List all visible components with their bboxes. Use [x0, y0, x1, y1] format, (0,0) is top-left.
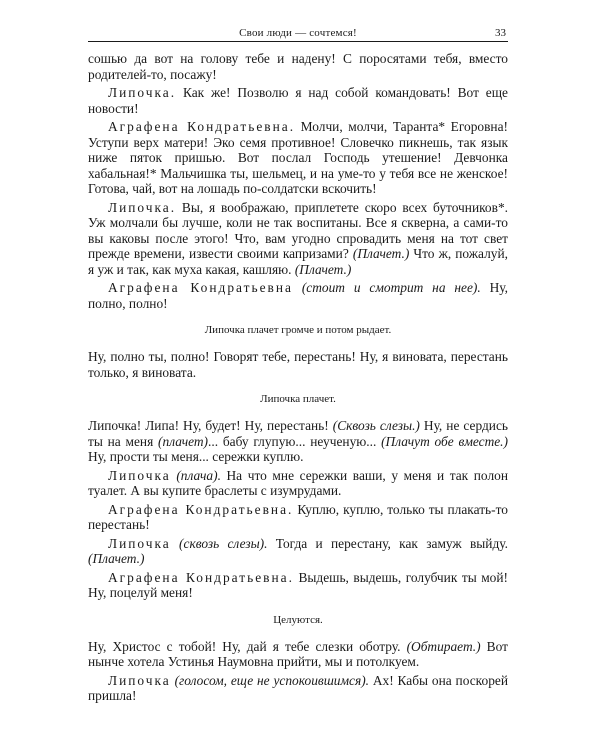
remark: (плача).	[170, 467, 221, 483]
text-run: ... бабу глупую... неученую...	[208, 433, 382, 449]
text-paragraph	[88, 51, 508, 82]
text-run: Ах! Кабы она поскорей пришла!	[88, 672, 508, 703]
running-title: Свои люди — сочтемся!	[239, 27, 357, 39]
remark: (стоит и смотрит на нее).	[292, 280, 481, 295]
text-run: сошью да вот на голову тебе и надену! С поросятами тебя, вместо родителей-то, посажу!	[88, 51, 508, 82]
text-run: Ну, полно ты, полно! Говорят тебе, перестань! Ну, я виновата, перестань только, я виновата.	[88, 349, 508, 380]
remark: (Плачет.)	[88, 551, 145, 566]
remark: (Сквозь слезы.)	[332, 418, 420, 433]
stage-direction	[88, 323, 508, 337]
speaker-name: Липочка.	[108, 199, 177, 215]
text-run: Вы, я воображаю, приплетете скоро всех буточников*. Уж молчали бы лучше, коли не так воспитаны. Все я скверна, а сами-то вы каковы после этого! Что, вам угодно спровадить меня на тот свет прежде времени, извести своими капризами?	[88, 199, 508, 261]
speaker-name: Аграфена Кондратьевна.	[108, 119, 296, 134]
stage-direction	[88, 392, 508, 406]
speaker-name: Липочка	[108, 672, 171, 688]
text-run: Как же! Позволю я над собой командовать! Вот еще новости!	[88, 85, 508, 116]
text-paragraph	[88, 536, 508, 567]
text-run: Куплю, куплю, только ты плакать-то перестань!	[88, 501, 508, 532]
text-run: Целуются.	[273, 613, 323, 626]
text-run: Вот нынче хотела Устинья Наумовна прийти, мы и потолкуем.	[88, 638, 508, 669]
book-page	[88, 27, 508, 707]
speaker-name: Аграфена Кондратьевна.	[108, 501, 294, 517]
text-run: Ну, прости ты меня... сережки куплю.	[88, 449, 304, 464]
text-paragraph	[88, 280, 508, 311]
speaker-name: Аграфена Кондратьевна	[108, 280, 293, 295]
text-paragraph	[88, 570, 508, 601]
text-paragraph	[88, 418, 508, 465]
remark: (Плачет.)	[294, 261, 352, 277]
text-run: Липочка плачет громче и потом рыдает.	[204, 324, 392, 336]
text-run: Тогда и перестану, как замуж выйду.	[267, 535, 508, 551]
remark: (Плачут обе вместе.)	[381, 433, 508, 449]
text-run: На что мне сережки ваши, у меня и так полон туалет. А вы купите браслеты с изумрудами.	[88, 467, 508, 498]
speaker-name: Липочка.	[108, 85, 177, 100]
text-run: Ну, Христос с тобой! Ну, дай я тебе слезки оботру.	[88, 638, 407, 654]
text-paragraph	[88, 673, 508, 704]
text-run: Ну, не сердись ты на меня	[88, 418, 508, 449]
text-paragraph	[88, 119, 508, 197]
text-run: Липочка плачет.	[260, 393, 336, 405]
speaker-name: Липочка	[108, 467, 171, 483]
remark: (Обтирает.)	[406, 638, 481, 654]
remark: (голосом, еще не успокоившимся).	[170, 672, 370, 688]
text-paragraph	[88, 200, 508, 278]
stage-direction	[88, 613, 508, 627]
text-run: Молчи, молчи, Таранта* Егоровна! Уступи верх матери! Эко семя противное! Словечко пикнешь, так язык ниже пяток пришью. Вот послал Господь утешение! Девчонка хабальная!* Мальчишка ты, шельмец, и на уме-то у тебя все не женское! Готова, чай, вот на лошадь по-солдатски вскочить!	[88, 119, 508, 196]
remark: (сквозь слезы).	[170, 535, 268, 551]
speaker-name: Аграфена Кондратьевна.	[108, 569, 294, 585]
text-paragraph	[88, 85, 508, 116]
text-paragraph	[88, 502, 508, 533]
text-run: Ну, полно, полно!	[88, 280, 508, 311]
running-header	[88, 27, 508, 42]
text-run: Липочка! Липа! Ну, будет! Ну, перестань!	[88, 418, 333, 433]
text-paragraph	[88, 349, 508, 380]
play-text	[88, 51, 508, 704]
text-run: Что ж, пожалуй, я уж и так, как муха какая, кашляю.	[88, 246, 508, 277]
speaker-name: Липочка	[108, 535, 171, 551]
text-run: Выдешь, выдешь, голубчик ты мой! Ну, поцелуй меня!	[88, 569, 508, 600]
text-paragraph	[88, 639, 508, 670]
remark: (плачет)	[158, 433, 209, 449]
text-paragraph	[88, 468, 508, 499]
page-number: 33	[495, 27, 506, 39]
remark: (Плачет.)	[352, 246, 410, 261]
